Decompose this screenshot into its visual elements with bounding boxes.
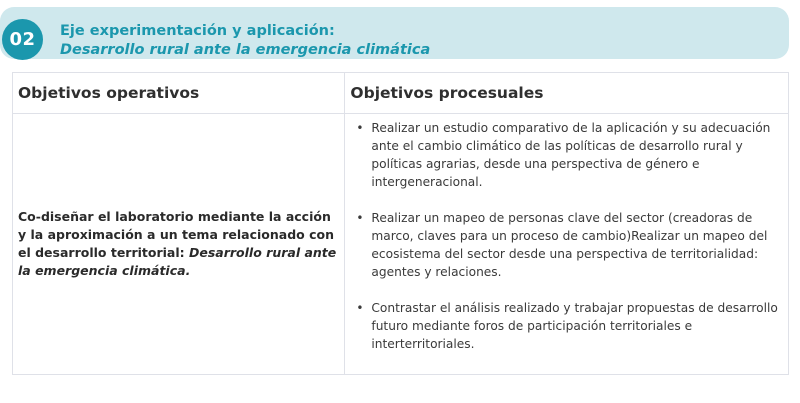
bullet-icon: • [356,211,364,225]
list-item-text: Realizar un estudio comparativo de la aplicación y su adecuación ante el cambio climático de las políticas de desarrollo rural y políticas agrarias, desde una perspectiva de género e intergeneracional. [371,121,771,189]
operative-objective-text: Co-diseñar el laboratorio mediante la acción y la aproximación a un tema relacionado con el desarrollo territorial: [18,209,335,260]
section-title [60,22,430,60]
column-header-process: Objetivos procesuales [345,73,789,114]
section-title-line1: Eje experimentación y aplicación: [60,23,335,39]
list-item [349,119,782,191]
section-title-line2: Desarrollo rural ante la emergencia climática [60,42,431,58]
process-objectives-list [349,119,782,353]
table-row [13,114,789,375]
process-objectives-cell [345,114,789,375]
list-item [349,209,782,281]
column-header-operative: Objetivos operativos [13,73,345,114]
section-banner [0,7,789,59]
bullet-icon: • [356,121,364,135]
bullet-icon: • [356,301,364,315]
objectives-table [12,72,789,375]
list-item [349,299,782,353]
table-header-row [13,73,789,114]
operative-objective-cell [13,114,345,375]
list-item-text: Realizar un mapeo de personas clave del sector (creadoras de marco, claves para un proceso de cambio)Realizar un mapeo del ecosistema del sector desde una perspectiva de territorialidad: agentes y relaciones. [371,211,768,279]
section-number-badge: 02 [2,19,43,60]
operative-objective-italic: Desarrollo rural ante la emergencia climática. [18,245,337,278]
list-item-text: Contrastar el análisis realizado y trabajar propuestas de desarrollo futuro mediante foros de participación territoriales e interterritoriales. [371,301,778,351]
